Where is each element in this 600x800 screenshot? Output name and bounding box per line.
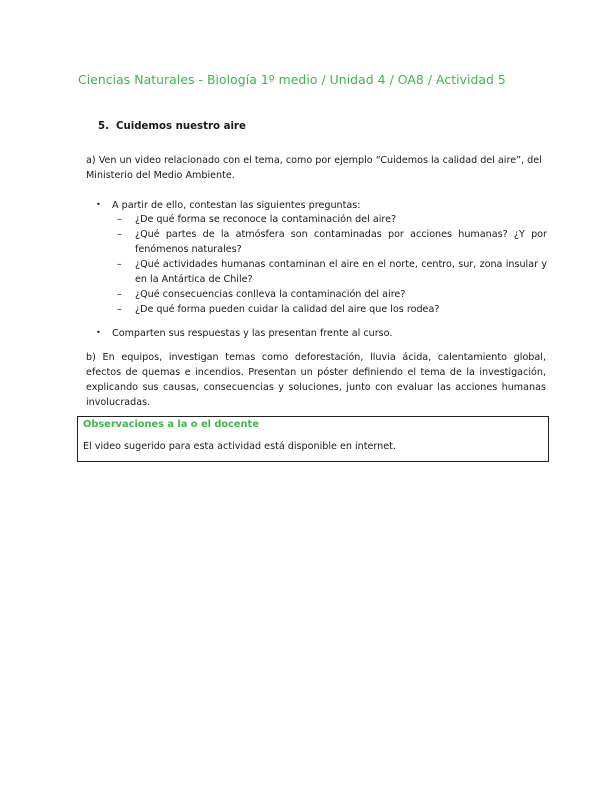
- dash-icon: –: [117, 229, 122, 240]
- item-b-paragraph: [86, 350, 546, 410]
- questions-list: [117, 212, 547, 317]
- bullet-closing-text: Comparten sus respuestas y las presentan frente al curso.: [112, 328, 393, 339]
- observations-box: [77, 416, 549, 462]
- bullet-dot-icon: •: [96, 328, 101, 337]
- question-item: [117, 302, 547, 317]
- observations-text: El video sugerido para esta actividad está disponible en internet.: [83, 441, 396, 452]
- question-text: ¿Qué actividades humanas contaminan el aire en el norte, centro, sur, zona insular y en la Antártica de Chile?: [135, 259, 547, 285]
- bullet-dot-icon: •: [96, 200, 101, 209]
- bullet-intro-text: A partir de ello, contestan las siguientes preguntas:: [112, 200, 361, 211]
- section-title: [98, 121, 246, 132]
- question-text: ¿Qué partes de la atmósfera son contaminadas por acciones humanas? ¿Y por fenómenos naturales?: [135, 229, 547, 255]
- item-a-paragraph: [86, 153, 546, 183]
- dash-icon: –: [117, 304, 122, 315]
- bullet-intro: [96, 197, 360, 213]
- item-a-text: Ven un video relacionado con el tema, como por ejemplo “Cuidemos la calidad del aire”, del Ministerio del Medio Ambiente.: [86, 155, 542, 181]
- section-number: 5.: [98, 121, 109, 132]
- dash-icon: –: [117, 214, 122, 225]
- question-item: [117, 257, 547, 287]
- item-a-label: a): [86, 155, 96, 166]
- question-item: [117, 212, 547, 227]
- question-item: [117, 227, 547, 257]
- dash-icon: –: [117, 259, 122, 270]
- dash-icon: –: [117, 289, 122, 300]
- observations-title: Observaciones a la o el docente: [83, 419, 259, 430]
- question-text: ¿De qué forma pueden cuidar la calidad del aire que los rodea?: [135, 304, 440, 315]
- item-b-text: En equipos, investigan temas como deforestación, lluvia ácida, calentamiento global, efectos de quemas e incendios. Presentan un póster definiendo el tema de la investigación, explicando sus causas, consecuencias y soluciones, junto con evaluar las acciones humanas involucradas.: [86, 352, 546, 408]
- item-b-label: b): [86, 352, 96, 363]
- question-item: [117, 287, 547, 302]
- section-title-text: Cuidemos nuestro aire: [116, 121, 246, 132]
- question-text: ¿Qué consecuencias conlleva la contaminación del aire?: [135, 289, 406, 300]
- bullet-closing: [96, 325, 392, 341]
- page-header-breadcrumb: Ciencias Naturales - Biología 1º medio / Unidad 4 / OA8 / Actividad 5: [78, 72, 506, 87]
- question-text: ¿De qué forma se reconoce la contaminación del aire?: [135, 214, 397, 225]
